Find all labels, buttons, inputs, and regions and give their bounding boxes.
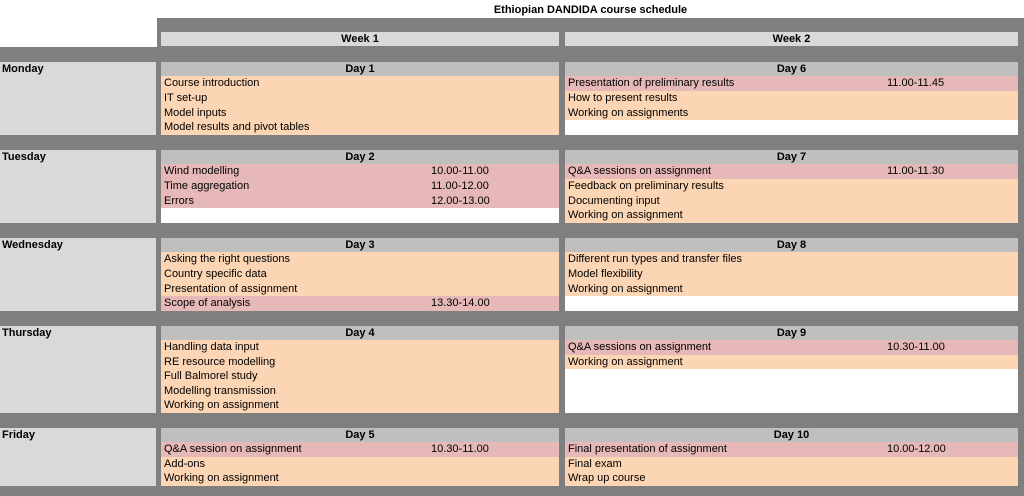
schedule-row bbox=[161, 296, 559, 311]
day-block-1 bbox=[161, 62, 559, 135]
day-header: Day 8 bbox=[565, 238, 1018, 252]
day-block-4 bbox=[161, 326, 559, 413]
activity-time: 12.00-13.00 bbox=[431, 194, 490, 207]
activity-text: Working on assignment bbox=[568, 209, 683, 222]
day-block-3 bbox=[161, 238, 559, 311]
activity-time: 10.30-11.00 bbox=[431, 443, 489, 455]
schedule-row bbox=[161, 442, 559, 457]
schedule-title: Ethiopian DANDIDA course schedule bbox=[493, 4, 688, 16]
activity-text: Working on assignments bbox=[568, 106, 689, 119]
activity-text: Course introduction bbox=[164, 77, 260, 89]
activity-text: Add-ons bbox=[164, 457, 205, 470]
activity-time: 11.00-11.45 bbox=[887, 77, 945, 89]
day-header: Day 4 bbox=[161, 326, 559, 340]
activity-text: Feedback on preliminary results bbox=[568, 179, 724, 192]
schedule-row bbox=[565, 471, 1018, 486]
activity-text: Presentation of preliminary results bbox=[568, 77, 735, 89]
activity-text: Q&A session on assignment bbox=[164, 443, 302, 455]
activity-time: 11.00-11.30 bbox=[887, 165, 945, 177]
schedule-row bbox=[565, 384, 1018, 399]
activity-text: RE resource modelling bbox=[164, 355, 276, 368]
activity-text: IT set-up bbox=[164, 91, 208, 104]
schedule-row bbox=[565, 76, 1018, 91]
schedule-row bbox=[565, 252, 1018, 267]
schedule-row bbox=[161, 457, 559, 472]
activity-text: Presentation of assignment bbox=[164, 282, 298, 295]
activity-text: Modelling transmission bbox=[164, 384, 276, 397]
activity-time: 10.00-12.00 bbox=[887, 443, 946, 455]
day-label-thursday: Thursday bbox=[0, 326, 156, 413]
schedule-row bbox=[565, 91, 1018, 106]
activity-text: Q&A sessions on assignment bbox=[568, 341, 712, 353]
day-label-wednesday: Wednesday bbox=[0, 238, 156, 311]
day-block-8 bbox=[565, 238, 1018, 311]
schedule-row bbox=[161, 208, 559, 223]
schedule-row bbox=[565, 179, 1018, 194]
schedule-row bbox=[565, 120, 1018, 135]
activity-text: Country specific data bbox=[164, 267, 267, 280]
schedule-row bbox=[161, 252, 559, 267]
activity-text: Time aggregation bbox=[164, 179, 250, 192]
day-block-9 bbox=[565, 326, 1018, 413]
day-header: Day 1 bbox=[161, 62, 559, 76]
activity-text: Final exam bbox=[568, 457, 622, 470]
activity-text: Final presentation of assignment bbox=[568, 443, 727, 455]
schedule-row bbox=[161, 384, 559, 399]
schedule-row bbox=[161, 398, 559, 413]
schedule-row bbox=[565, 282, 1018, 297]
activity-text: Errors bbox=[164, 194, 194, 207]
schedule-row bbox=[161, 194, 559, 209]
schedule-row bbox=[161, 179, 559, 194]
schedule-row bbox=[161, 91, 559, 106]
day-header: Day 2 bbox=[161, 150, 559, 164]
day-header: Day 9 bbox=[565, 326, 1018, 340]
day-block-7 bbox=[565, 150, 1018, 223]
schedule-row bbox=[161, 355, 559, 370]
day-block-6 bbox=[565, 62, 1018, 135]
schedule-row bbox=[565, 355, 1018, 370]
schedule-row bbox=[565, 398, 1018, 413]
activity-text: Scope of analysis bbox=[164, 297, 251, 310]
schedule-row bbox=[565, 208, 1018, 223]
activity-time: 10.00-11.00 bbox=[431, 165, 489, 177]
activity-text: Full Balmorel study bbox=[164, 370, 258, 383]
activity-text: Working on assignment bbox=[568, 355, 683, 368]
activity-text: Wrap up course bbox=[568, 472, 646, 485]
schedule-row bbox=[161, 369, 559, 384]
day-block-2 bbox=[161, 150, 559, 223]
schedule-row bbox=[161, 164, 559, 179]
activity-text: Documenting input bbox=[568, 194, 660, 207]
activity-text: Q&A sessions on assignment bbox=[568, 165, 712, 177]
activity-time: 10.30-11.00 bbox=[887, 341, 945, 353]
activity-text: Working on assignment bbox=[164, 399, 279, 412]
activity-time: 13.30-14.00 bbox=[431, 297, 490, 310]
schedule-row bbox=[161, 471, 559, 486]
schedule-row bbox=[565, 296, 1018, 311]
day-header: Day 5 bbox=[161, 428, 559, 442]
activity-time: 11.00-12.00 bbox=[431, 179, 489, 192]
activity-text: Model flexibility bbox=[568, 267, 643, 280]
day-block-10 bbox=[565, 428, 1018, 486]
schedule-row bbox=[565, 442, 1018, 457]
schedule-row bbox=[565, 194, 1018, 209]
schedule-row bbox=[161, 76, 559, 91]
activity-text: Working on assignment bbox=[164, 472, 279, 485]
day-header: Day 10 bbox=[565, 428, 1018, 442]
day-label-tuesday: Tuesday bbox=[0, 150, 156, 223]
activity-text: Model inputs bbox=[164, 106, 227, 119]
day-label-monday: Monday bbox=[0, 62, 156, 135]
corner-blank bbox=[0, 18, 157, 47]
activity-text: Different run types and transfer files bbox=[568, 253, 743, 265]
activity-text: How to present results bbox=[568, 91, 678, 104]
day-block-5 bbox=[161, 428, 559, 486]
week-1-header: Week 1 bbox=[161, 32, 559, 46]
activity-text: Model results and pivot tables bbox=[164, 121, 310, 134]
schedule-row bbox=[565, 106, 1018, 121]
day-header: Day 7 bbox=[565, 150, 1018, 164]
week-2-header: Week 2 bbox=[565, 32, 1018, 46]
schedule-row bbox=[161, 282, 559, 297]
activity-text: Working on assignment bbox=[568, 282, 683, 295]
activity-text: Asking the right questions bbox=[164, 253, 290, 265]
schedule-row bbox=[161, 106, 559, 121]
schedule-row bbox=[565, 369, 1018, 384]
day-label-friday: Friday bbox=[0, 428, 156, 486]
schedule-row bbox=[161, 267, 559, 282]
schedule-row bbox=[565, 267, 1018, 282]
schedule-row bbox=[161, 340, 559, 355]
day-header: Day 3 bbox=[161, 238, 559, 252]
schedule-row bbox=[161, 120, 559, 135]
schedule-row bbox=[565, 457, 1018, 472]
activity-text: Handling data input bbox=[164, 341, 259, 353]
day-header: Day 6 bbox=[565, 62, 1018, 76]
schedule-row bbox=[565, 164, 1018, 179]
schedule-row bbox=[565, 340, 1018, 355]
activity-text: Wind modelling bbox=[164, 165, 240, 177]
